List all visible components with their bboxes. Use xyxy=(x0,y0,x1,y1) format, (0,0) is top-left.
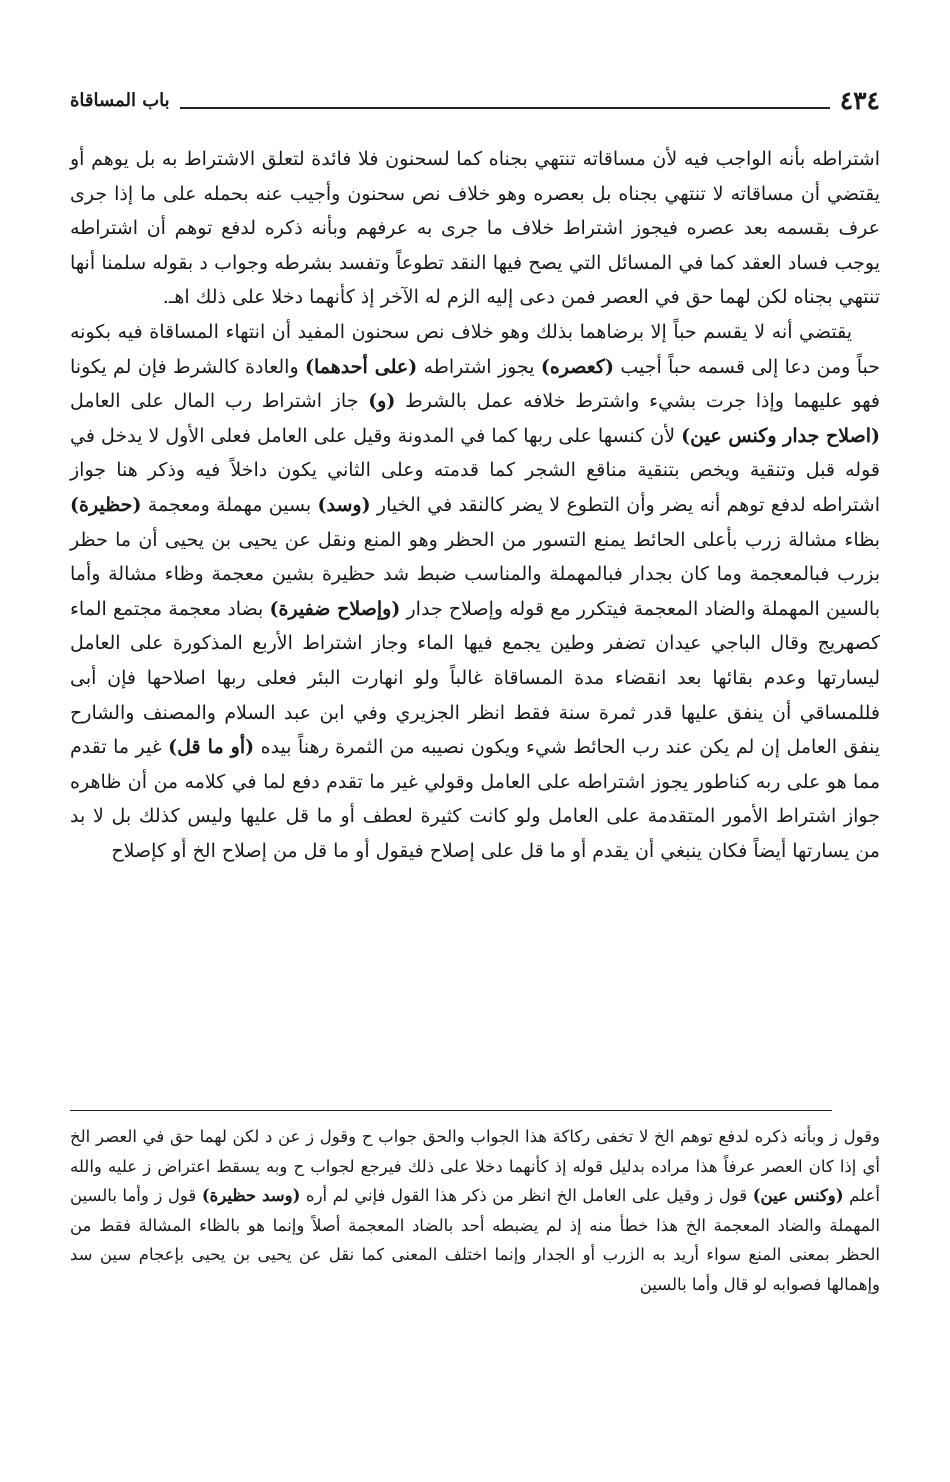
matn-term: (اصلاح جدار وكنس عين) xyxy=(681,424,880,447)
paragraph: اشتراطه بأنه الواجب فيه لأن مساقاته تنتهي بجناه كما لسحنون فلا فائدة لتعلق الاشتراط به بل يوهم أو يقتضي أن مساقاته لا تنتهي بجناه بل بعصره وهو خلاف نص سحنون وأجيب عنه بحمله على ما إذا جرى عرف بقسمه بعد عصره فيجوز اشتراط خلاف ما جرى به عرفهم وبأنه ذكره لدفع توهم أن اشتراطه يوجب فساد العقد كما في المسائل التي يصح فيها النقد تطوعاً وتفسد بشرطه وجواب د بقوله سلمنا أنها تنتهي بجناه لكن لهما حق في العصر فمن دعى إليه الزم له الآخر إذ كأنهما دخلا على ذلك اهـ. xyxy=(70,148,880,309)
text-run: بضاد معجمة مجتمع الماء كصهريج وقال الباجي عيدان تضفر وطين يجمع فيها الماء وجاز اشتراط الأربع المذكورة على العامل ليسارتها وعدم بقائها بعد انقضاء مدة المساقاة غالباً ولو انهارت البئر فعلى ربها اصلاحها فإن أبى فللمساقي أن ينفق عليها قدر ثمرة سنة فقط انظر الجزيري وفي ابن عبد السلام والمصنف والشارح ينفق العامل إن لم يكن عند رب الحائط شيء ويكون نصيبه من الثمرة رهناً بيده xyxy=(70,597,880,759)
text-run: غير ما تقدم مما هو على ربه كناطور يجوز اشتراطه على العامل وقولي غير ما تقدم دفع لما في كلامه من أن ظاهره جواز اشتراط الأمور المتقدمة على العامل ولو كانت كثيرة لعطف أو ما قل عليها وليس كذلك بل لا بد من يسارتها أيضاً فكان ينبغي أن يقدم أو ما قل على إصلاح فيقول أو ما قل من إصلاح الخ أو كإصلاح xyxy=(70,736,880,862)
text-run: يقتضي أنه لا يقسم حباً إلا برضاهما بذلك وهو خلاف نص سحنون المفيد أن انتهاء المساقاة فيه بكونه حباً ومن دعا إلى قسمه حباً أجيب xyxy=(70,320,880,378)
running-header xyxy=(70,88,880,114)
matn-term: (وسد حظيرة) xyxy=(201,1186,301,1205)
text-run: والعادة كالشرط فإن لم يكونا فهو عليهما وإذا جرت بشيء واشترط خلافه عمل بالشرط xyxy=(70,355,880,413)
paragraph xyxy=(70,315,880,869)
main-text xyxy=(70,142,880,868)
chapter-title: باب المساقاة xyxy=(70,90,170,111)
matn-term: (وكنس عين) xyxy=(752,1186,844,1205)
matn-term: (أو ما قل) xyxy=(168,736,255,759)
matn-term: (كعصره) xyxy=(540,355,614,378)
matn-term: (حظيرة) xyxy=(70,493,142,516)
matn-term: (وإصلاح ضفيرة) xyxy=(269,597,401,620)
text-run: يجوز اشتراطه xyxy=(417,355,541,378)
page-number: ٤٣٤ xyxy=(839,86,880,115)
text-run: بظاء مشالة زرب بأعلى الحائط يمنع التسور من الحظر وهو المنع ونقل عن يحيى بن يحيى أن ما حظر بزرب فبالمعجمة وما كان بجدار فبالمهملة والمناسب ضبط شد حظيرة بشين معجمة وظاء مشالة وأما بالسين المهملة والضاد المعجمة فيتكرر مع قوله وإصلاح جدار xyxy=(70,528,880,620)
text-run: وقول ز وبأنه ذكره لدفع توهم الخ لا تخفى ركاكة هذا الجواب والحق جواب ح وقول ز عن د لكن لهما حق في العصر الخ أي إذا كان العصر عرفاً هذا مراده بدليل قوله إذ كأنهما دخلا على ذلك فيرجع لجواب ح وبه يسقط اعتراض ز عليه والله أعلم xyxy=(70,1127,880,1205)
text-run: بسين مهملة ومعجمة xyxy=(141,493,318,516)
text-run: لأن كنسها على ربها كما في المدونة وقيل على العامل فعلى الأول لا يدخل في قوله قبل وتنقية ويخص بتنقية مناقع الشجر كما قدمته وعلى الثاني يكون داخلاً فيه وذكر هنا جواز اشتراطه لدفع توهم أنه يضر وأن التطوع لا يضر كالنقد في الخيار xyxy=(70,424,880,516)
matn-term: (وسد) xyxy=(317,493,371,516)
matn-term: (على أحدهما) xyxy=(305,355,418,378)
text-run: قول ز وقيل على العامل الخ انظر من ذكر هذا القول فإني لم أره xyxy=(300,1186,753,1205)
footnote-paragraph xyxy=(70,1122,880,1299)
header-rule xyxy=(180,107,830,109)
text-run: قول ز وأما بالسين المهملة والضاد المعجمة الخ هذا خطأ منه إذ لم يضبطه أحد بالضاد المعجمة أصلاً وإنما هو بالظاء المشالة فقط من الحظر بمعنى المنع سواء أريد به الزرب أو الجدار وإنما اختلف المعنى كما نقل عن يحيى بن يحيى بإعجام سين سد وإهمالها فصوابه لو قال وأما بالسين xyxy=(70,1186,880,1294)
footnote-separator xyxy=(70,1110,832,1111)
footnote xyxy=(70,1122,880,1299)
matn-term: (و) xyxy=(368,390,396,413)
text-run: جاز اشتراط رب المال على العامل xyxy=(70,390,369,413)
